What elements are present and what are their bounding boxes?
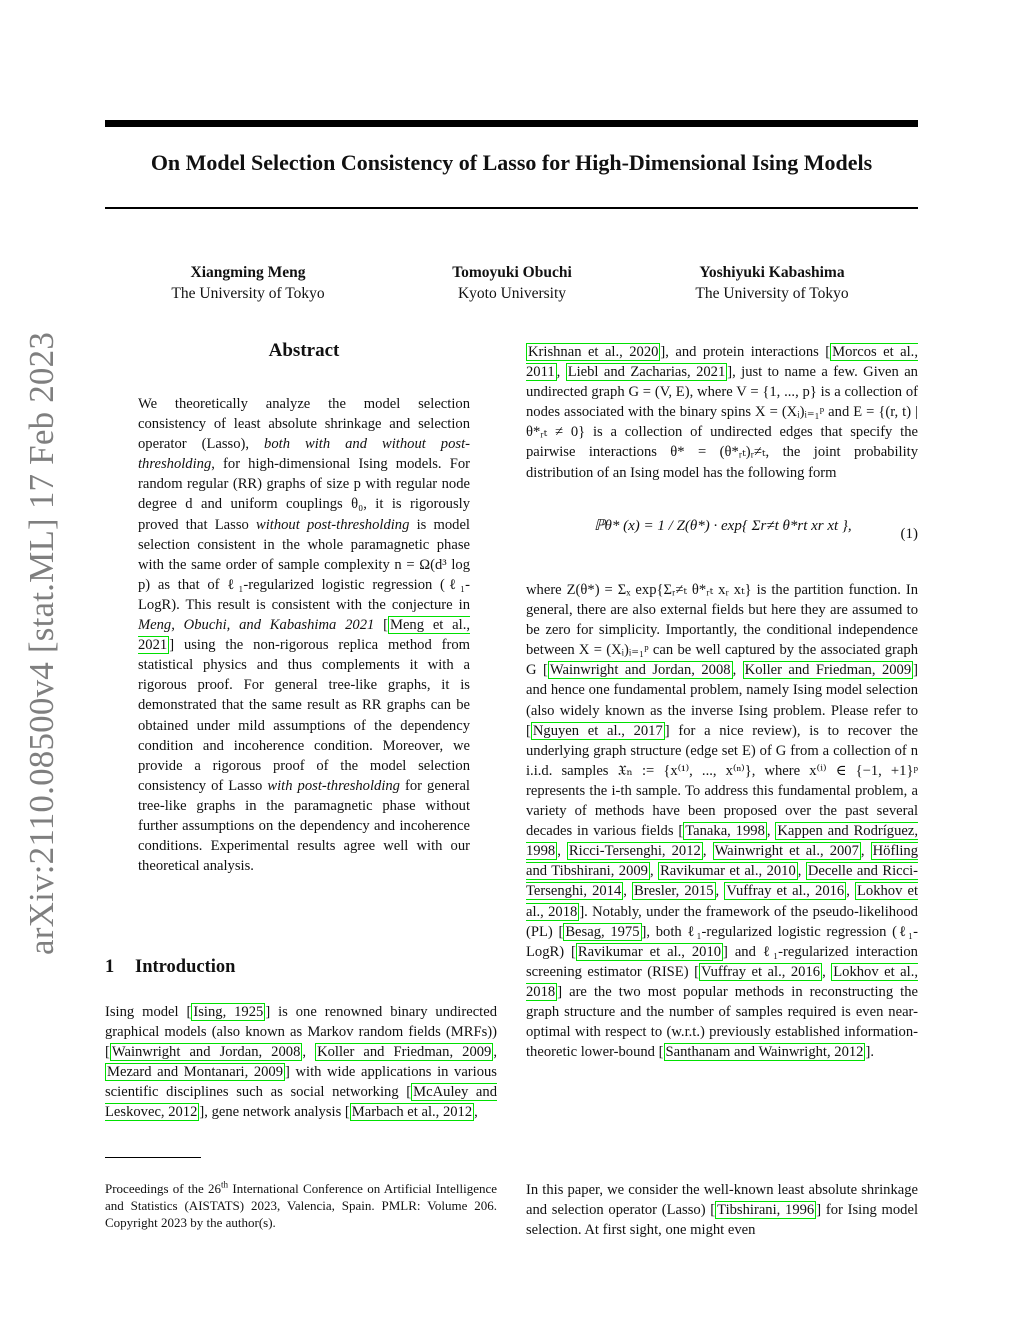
citation-link[interactable]: Tibshirani, 1996 xyxy=(717,1202,815,1219)
citation-link[interactable]: Besag, 1975 xyxy=(565,923,640,940)
column-two-paragraph: Krishnan et al., 2020 ], and protein interactions [ Morcos et al., 2011 , Liebl and Zacharias, 2021 ], just to name a few. Given an undirected graph G = (V, E), where V = {1, ..., p} is a collection of nodes associated with the binary spins X = (Xᵢ)ᵢ₌₁ᵖ and E = {(r, t) | θ*ᵣₜ ≠ 0} is a collection of undirected edges that specify the pairwise interactions θ* = (θ*ᵣₜ)ᵣ≠ₜ, the joint probability distribution of an Ising model has the following form xyxy=(526,344,918,481)
author-affiliation: Kyoto University xyxy=(457,285,567,302)
citation-link[interactable]: Wainwright and Jordan, 2008 xyxy=(549,662,731,679)
paper-title: On Model Selection Consistency of Lasso for High-Dimensional Ising Models xyxy=(150,150,873,175)
citation-link[interactable]: Ravikumar et al., 2010 xyxy=(660,863,796,880)
author-name: Tomoyuki Obuchi xyxy=(452,264,572,281)
citation-link[interactable]: McAuley and Leskovec, 2012 xyxy=(105,1084,498,1121)
citation-link[interactable]: Höfling and Tibshirani, 2009 xyxy=(526,843,919,880)
abstract-heading: Abstract xyxy=(268,340,340,361)
citation-link[interactable]: Krishnan et al., 2020 xyxy=(528,344,659,360)
citation-link[interactable]: Meng et al., 2021 xyxy=(138,617,470,654)
citation-link[interactable]: Morcos et al., 2011 xyxy=(526,344,918,381)
column-two-paragraph: In this paper, we consider the well-known least absolute shrinkage and selection operator (Lasso) [ Tibshirani, 1996 ] for Ising model selection. At first sight, one might even xyxy=(526,1182,919,1239)
equation-expression: ℙθ* (x) = 1 / Z(θ*) · exp{ Σr≠t θ*rt xr xt }, xyxy=(594,518,852,534)
citation-link[interactable]: Ravikumar et al., 2010 xyxy=(577,943,722,960)
section-heading: 1 Introduction xyxy=(105,957,236,977)
citation-link[interactable]: Tanaka, 1998 xyxy=(685,823,765,840)
citation-link[interactable]: Kappen and Rodríguez, 1998 xyxy=(526,823,919,860)
citation-link[interactable]: Wainwright et al., 2007 xyxy=(714,843,859,860)
arxiv-watermark: arXiv:2110.08500v4 [stat.ML] 17 Feb 2023 xyxy=(22,331,61,955)
citation-link[interactable]: Ising, 1925 xyxy=(193,1004,264,1020)
citation-link[interactable]: Bresler, 2015 xyxy=(634,883,714,900)
citation-link[interactable]: Santhanam and Wainwright, 2012 xyxy=(665,1044,864,1061)
citation-link[interactable]: Decelle and Ricci-Tersenghi, 2014 xyxy=(526,863,919,900)
citation-link[interactable]: Koller and Friedman, 2009 xyxy=(317,1044,492,1061)
footnote-rule xyxy=(105,1157,201,1158)
title-rule-top xyxy=(105,120,918,127)
citation-link[interactable]: Vuffray et al., 2016 xyxy=(700,963,821,980)
citation-link[interactable]: Wainwright and Jordan, 2008 xyxy=(111,1044,301,1061)
citation-link[interactable]: Vuffray et al., 2016 xyxy=(726,883,845,900)
citation-link[interactable]: Lokhov et al., 2018 xyxy=(526,963,919,1000)
author-name: Xiangming Meng xyxy=(190,264,306,281)
equation-1 xyxy=(526,510,918,565)
abstract-body: We theoretically analyze the model selection consistency of least absolute shrinkage and selection operator (Lasso), both with and without post-thresholding, for high-dimensional Ising models. For random regular (RR) graphs of size p with regular node degree d and uniform couplings θ₀, it is rigorously proved that Lasso without post-thresholding is model selection consistent in the whole paramagnetic phase with the same order of sample complexity n = Ω(d³ log p) as that of ℓ₁-regularized logistic regression (ℓ₁-LogR). This result is consistent with the conjecture in Meng, Obuchi, and Kabashima 2021 [ Meng et al., 2021 ] using the non-rigorous replica method from statistical physics and thus complements it with a rigorous proof. For general tree-like graphs, it is demonstrated that the same result as RR graphs can be obtained under mild assumptions of the dependency condition and incoherence condition. Moreover, we provide a rigorous proof of the model selection consistency of Lasso with post-thresholding for general tree-like graphs in the paramagnetic phase without further assumptions on the dependency and incoherence conditions. Experimental results agree well with our theoretical analysis. xyxy=(138,396,470,875)
author-affiliation: The University of Tokyo xyxy=(171,285,325,302)
citation-link[interactable]: Koller and Friedman, 2009 xyxy=(744,662,912,679)
introduction-paragraph: Ising model [ Ising, 1925 ] is one renowned binary undirected graphical models (also known as Markov random fields (MRFs)) [ Wainwright and Jordan, 2008 , Koller and Friedman, 2009 , Mezard and Montanari, 2009 ] with wide applications in various scientific disciplines such as social networking [ McAuley and Leskovec, 2012 ], gene network analysis [ Marbach et al., 2012 , xyxy=(105,1004,498,1121)
citation-link[interactable]: Mezard and Montanari, 2009 xyxy=(107,1064,284,1081)
citation-link[interactable]: Liebl and Zacharias, 2021 xyxy=(567,364,726,381)
author-name: Yoshiyuki Kabashima xyxy=(699,264,845,281)
citation-link[interactable]: Lokhov et al., 2018 xyxy=(526,883,919,920)
author-block xyxy=(118,262,378,304)
citation-link[interactable]: Nguyen et al., 2017 xyxy=(532,722,663,739)
author-block xyxy=(382,262,642,304)
citation-link[interactable]: Marbach et al., 2012 xyxy=(351,1104,473,1121)
title-rule-bottom xyxy=(105,207,918,209)
column-two-paragraph: where Z(θ*) = Σₓ exp{Σᵣ≠ₜ θ*ᵣₜ xᵣ xₜ} is the partition function. In general, there are also external fields but here they are assumed to be zero for simplicity. Importantly, the conditional independence between X = (Xᵢ)ᵢ₌₁ᵖ can be well captured by the associated graph G [ Wainwright and Jordan, 2008 , Koller and Friedman, 2009 ] and hence one fundamental problem, namely Ising model selection (also widely known as the inverse Ising problem. Please refer to [ Nguyen et al., 2017 ] for a nice review), is to recover the underlying graph structure (edge set E) of G from a collection of n i.i.d. samples 𝔛ₙ := {x⁽¹⁾, ..., x⁽ⁿ⁾}, where x⁽ⁱ⁾ ∈ {−1, +1}ᵖ represents the i-th sample. To address this fundamental problem, a variety of methods have been proposed over the past several decades in various fields [ Tanaka, 1998 , Kappen and Rodríguez, 1998 , Ricci-Tersenghi, 2012 , Wainwright et al., 2007 , Höfling and Tibshirani, 2009 , Ravikumar et al., 2010 , Decelle and Ricci-Tersenghi, 2014 , Bresler, 2015 , Vuffray et al., 2016 , Lokhov et al., 2018 ]. Notably, under the framework of the pseudo-likelihood (PL) [ Besag, 1975 ], both ℓ₁-regularized logistic regression (ℓ₁-LogR) [ Ravikumar et al., 2010 ] and ℓ₁-regularized interaction screening estimator (RISE) [ Vuffray et al., 2016 , Lokhov et al., 2018 ] are the two most popular methods in reconstructing the graph structure and the number of samples required is even near-optimal with respect to (w.r.t.) previously established information-theoretic lower-bound [ Santhanam and Wainwright, 2012 ]. xyxy=(526,582,919,1061)
author-block xyxy=(642,262,902,304)
footnote: Proceedings of the 26th International Conference on Artificial Intelligence and Statistics (AISTATS) 2023, Valencia, Spain. PMLR: Volume 206. Copyright 2023 by the author(s). xyxy=(105,1179,498,1230)
equation-number: (1) xyxy=(900,526,918,542)
author-affiliation: The University of Tokyo xyxy=(695,285,849,302)
citation-link[interactable]: Ricci-Tersenghi, 2012 xyxy=(568,843,701,860)
